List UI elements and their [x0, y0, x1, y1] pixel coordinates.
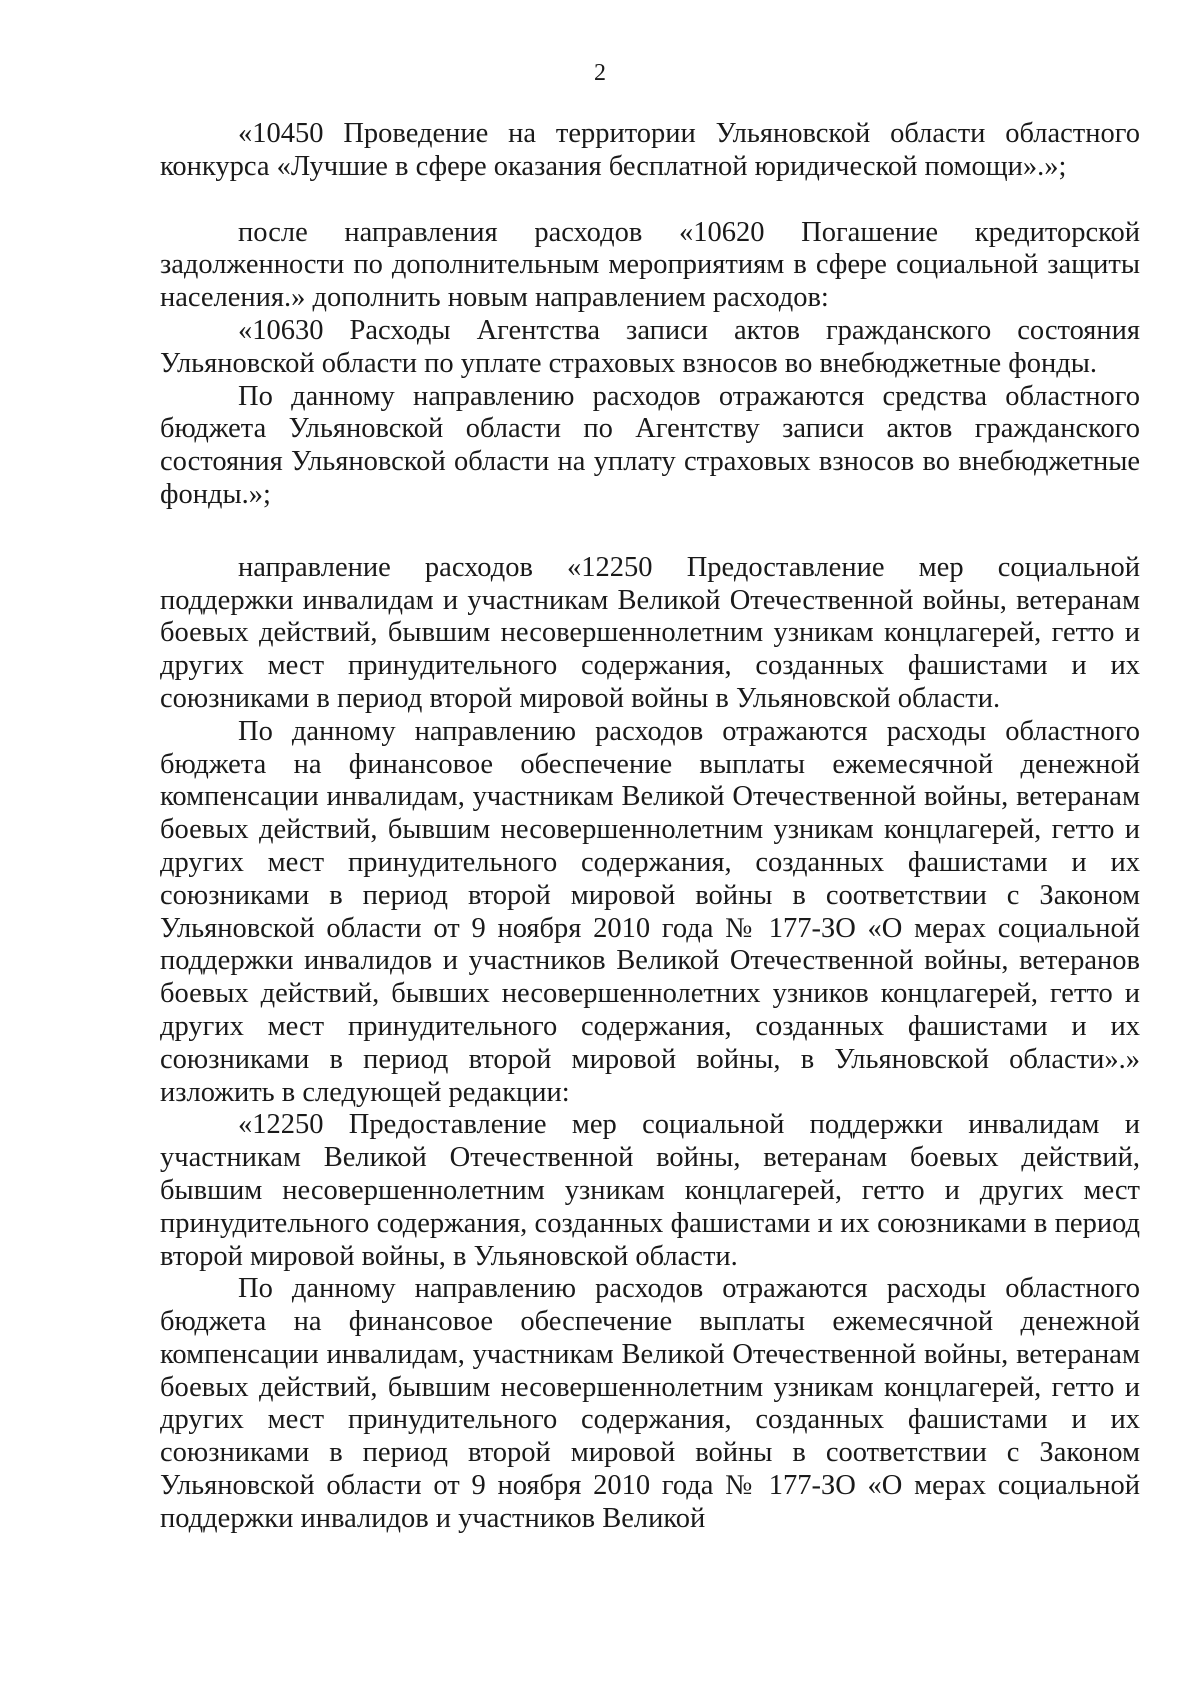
paragraph-contest-10450: «10450 Проведение на территории Ульяновской области областного конкурса «Лучшие в сфере оказания бесплатной юридической помощи».»;: [160, 118, 1140, 182]
document-body: [160, 118, 1140, 1536]
paragraph-12250-old-description: По данному направлению расходов отражаются расходы областного бюджета на финансовое обеспечение выплаты ежемесячной денежной компенсации инвалидам, участникам Великой Отечественной войны, ветеранам боевых действий, бывшим несовершеннолетним узникам концлагерей, гетто и других мест принудительного содержания, созданных фашистами и их союзниками в период второй мировой войны в соответствии с Законом Ульяновской области от 9 ноября 2010 года № 177-ЗО «О мерах социальной поддержки инвалидов и участников Великой Отечественной войны, ветеранов боевых действий, бывших несовершеннолетних узников концлагерей, гетто и других мест принудительного содержания, созданных фашистами и их союзниками в период второй мировой войны, в Ульяновской области».» изложить в следующей редакции:: [160, 715, 1140, 1108]
paragraph-12250-old-title: направление расходов «12250 Предоставление мер социальной поддержки инвалидам и участникам Великой Отечественной войны, ветеранам боевых действий, бывшим несовершеннолетним узникам концлагерей, гетто и других мест принудительного содержания, созданных фашистами и их союзниками в период второй мировой войны в Ульяновской области.: [160, 551, 1140, 714]
paragraph-12250-new-description: По данному направлению расходов отражаются расходы областного бюджета на финансовое обеспечение выплаты ежемесячной денежной компенсации инвалидам, участникам Великой Отечественной войны, ветеранам боевых действий, бывшим несовершеннолетним узникам концлагерей, гетто и других мест принудительного содержания, созданных фашистами и их союзниками в период второй мировой войны в соответствии с Законом Ульяновской области от 9 ноября 2010 года № 177-ЗО «О мерах социальной поддержки инвалидов и участников Великой: [160, 1273, 1140, 1534]
paragraph-after-10620: после направления расходов «10620 Погашение кредиторской задолженности по дополнительным мероприятиям в сфере социальной защиты населения.» дополнить новым направлением расходов:: [160, 216, 1140, 314]
paragraph-10630-title: «10630 Расходы Агентства записи актов гражданского состояния Ульяновской области по уплате страховых взносов во внебюджетные фонды.: [160, 314, 1140, 379]
page-number: 2: [594, 60, 606, 86]
paragraph-12250-new-title: «12250 Предоставление мер социальной поддержки инвалидам и участникам Великой Отечественной войны, ветеранам боевых действий, бывшим несовершеннолетним узникам концлагерей, гетто и других мест принудительного содержания, созданных фашистами и их союзниками в период второй мировой войны, в Ульяновской области.: [160, 1109, 1140, 1272]
paragraph-10630-description: По данному направлению расходов отражаются средства областного бюджета Ульяновской области по Агентству записи актов гражданского состояния Ульяновской области на уплату страховых взносов во внебюджетные фонды.»;: [160, 380, 1140, 510]
